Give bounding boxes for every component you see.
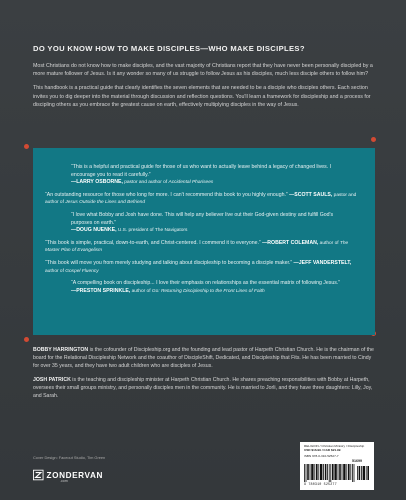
- barcode-price-code: 51699: [352, 459, 362, 463]
- barcode-bars: [304, 464, 370, 482]
- cover-heading: DO YOU KNOW HOW TO MAKE DISCIPLES—WHO MAKE DISCIPLES?: [33, 44, 305, 53]
- barcode-label: [300, 442, 374, 490]
- accent-dot: [24, 144, 29, 149]
- endorsement: [45, 280, 363, 295]
- endorsement-name: —JEFF VANDERSTELT,: [292, 259, 352, 266]
- publisher-name: ZONDERVAN: [46, 470, 103, 480]
- endorsement-work: Gospel Fluency: [65, 268, 99, 274]
- intro-paragraph-2: This handbook is a practical guide that clearly identifies the seven elements that are needed to be a disciple who disciples others. Each section invites you to dig deeper into the material through discussion and reflection questions. You'll learn a framework for discipleship and a process for discipling others as you embrace the greatest cause on earth, effectively multiplying disciples in the way of Jesus.: [33, 85, 371, 108]
- endorsement-work: Accidental Pharisees: [168, 180, 214, 186]
- intro-text: [33, 62, 375, 115]
- author-bio-text: is the cofounder of Discipleship.org and the founding and lead pastor of Harpeth Christian Church. He is the chairman of the board for the Relational Discipleship Network and the coauthor of DiscipleShift, Dedicated, and Discipleship that Fits. He has been married to Cindy for over 35 years, and they have two adult children who are disciples of Jesus.: [33, 347, 374, 369]
- author-bio-bobby: [33, 347, 375, 370]
- endorsement-role: author of: [130, 288, 152, 294]
- endorsement: [45, 192, 363, 207]
- endorsement: [45, 212, 363, 235]
- accent-dot: [371, 137, 376, 142]
- endorsement-role: U.S. president of The Navigators: [116, 228, 188, 234]
- author-bios: [33, 347, 375, 408]
- endorsement: [45, 164, 363, 187]
- accent-dot: [24, 337, 29, 342]
- endorsement-role: author of: [318, 240, 340, 246]
- endorsement-quote: “An outstanding resource for those who long for more. I can't recommend this book to you highly enough.”: [45, 191, 288, 198]
- author-name: BOBBY HARRINGTON: [33, 347, 89, 353]
- endorsement-quote: “A compelling book on discipleship... I love their emphasis on relationships as the essential matrix of following Jesus.”: [71, 280, 341, 287]
- cover-design-credit: Cover Design: Faceout Studio, Tim Green: [33, 455, 106, 460]
- endorsement: [45, 240, 363, 255]
- author-bio-text: is the teaching and discipleship minister at Harpeth Christian Church. He shares preaching responsibilities with Bobby at Harpeth, oversees their small groups ministry, and personally disciples men in the community. He is married to Jorli, and they have three daughters: Lilly, Joy, and Sarah.: [33, 377, 373, 399]
- author-bio-josh: [33, 377, 375, 400]
- intro-paragraph-1: Most Christians do not know how to make disciples, and the vast majority of Christians report that they have never been personally discipled by a more mature follower of Jesus. Is it any wonder so many of us struggle to follow Jesus as his disciples, much less disciple others to follow him?: [33, 63, 373, 78]
- barcode-digits: 9 780310 525277: [304, 483, 337, 487]
- endorsement-work: The Master Plan of Evangelism: [45, 240, 349, 254]
- endorsement-name: —ROBERT COLEMAN,: [260, 239, 319, 246]
- author-name: JOSH PATRICK: [33, 377, 71, 384]
- barcode-isbn: ISBN 978-0-310-52527-7: [304, 454, 339, 458]
- publisher-domain: .com: [60, 479, 68, 483]
- endorsement-name: —DOUG NUENKE,: [71, 227, 117, 234]
- endorsement-quote: “I love what Bobby and Josh have done. This will help any believer live out their God-given destiny and fulfill God's purposes on earth.”: [71, 211, 334, 226]
- publisher-logo: [33, 466, 103, 484]
- endorsement: [45, 260, 363, 275]
- endorsement-quote: “This is a helpful and practical guide for those of us who want to actually leave behind a legacy of changed lives. I encourage you to read it carefully.”: [71, 164, 332, 178]
- endorsement-role: pastor and author of: [45, 192, 357, 206]
- endorsement-quote: “This book is simple, practical, down-to-earth, and Christ-centered. I commend it to everyone.”: [45, 239, 261, 246]
- endorsement-name: —LARRY OSBORNE,: [71, 179, 123, 186]
- endorsement-role: pastor and author of: [122, 180, 169, 186]
- endorsement-name: —SCOTT SAULS,: [287, 191, 333, 198]
- endorsement-role: author of: [45, 268, 66, 274]
- zondervan-z-icon: [33, 469, 44, 481]
- barcode-category: [304, 445, 372, 452]
- barcode-category-text: RELIGION / Christian Ministry / Discipleship: [304, 444, 365, 448]
- barcode-price: USD $16.99 / CAD $21.99: [304, 447, 341, 452]
- endorsements-panel: [33, 148, 375, 335]
- endorsement-quote: “This book will move you from merely studying and talking about discipleship to becoming a disciple maker.”: [45, 259, 293, 266]
- endorsement-work: Jesus Outside the Lines and Befriend: [65, 200, 146, 206]
- endorsement-name: —PRESTON SPRINKLE,: [71, 287, 131, 294]
- endorsement-work: Go: Returning Discipleship to the Front Lines of Faith: [151, 288, 265, 294]
